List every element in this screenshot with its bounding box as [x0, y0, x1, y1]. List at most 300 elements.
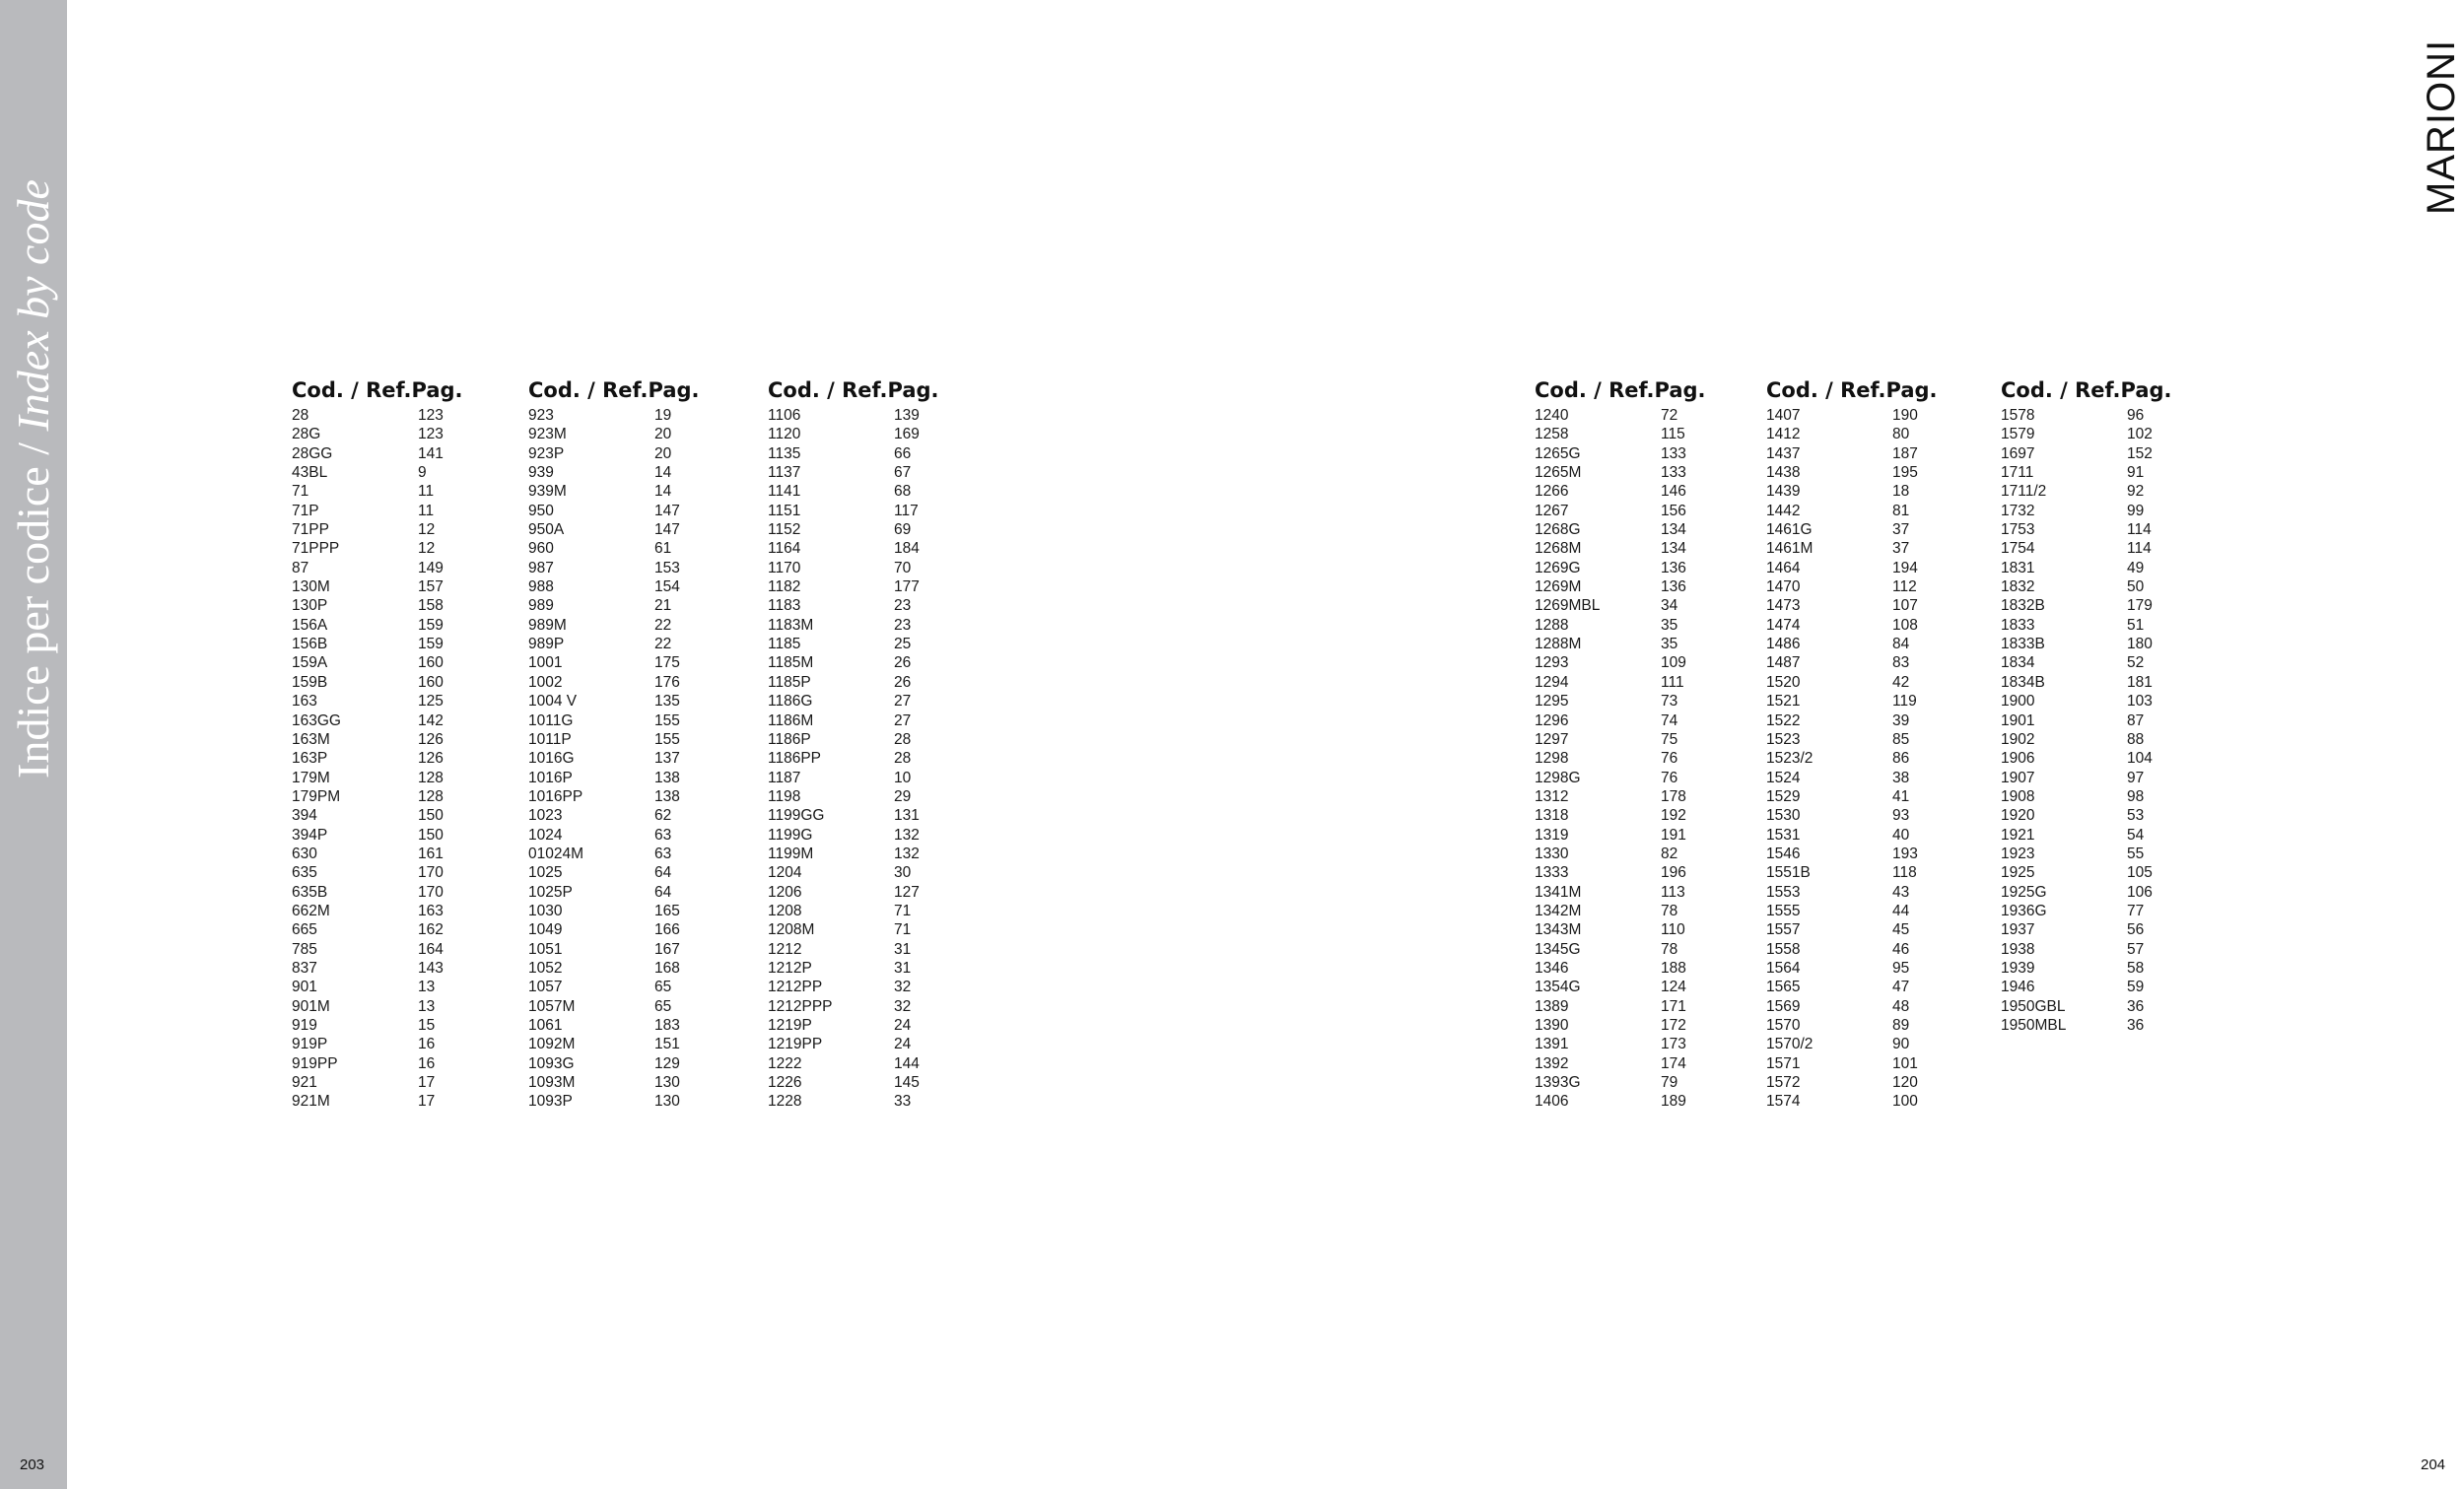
page-reference: 54	[2127, 826, 2145, 844]
index-row	[1535, 806, 1751, 825]
page-reference: 133	[1661, 464, 1686, 482]
page-reference: 83	[1892, 654, 1910, 672]
product-code: 901	[292, 979, 317, 996]
product-code: 1198	[768, 787, 801, 805]
product-code: 1908	[2001, 787, 2035, 805]
index-row	[768, 787, 985, 806]
index-row	[768, 577, 985, 596]
page-reference: 127	[894, 883, 920, 901]
page-reference: 87	[2127, 711, 2145, 729]
index-row	[2001, 978, 2218, 996]
index-row	[1766, 902, 1983, 920]
product-code: 1473	[1766, 597, 1801, 615]
page-reference: 89	[1892, 1017, 1910, 1034]
product-code: 1061	[528, 1017, 563, 1034]
product-code: 1564	[1766, 959, 1801, 977]
page-reference: 93	[1892, 807, 1910, 825]
index-row	[768, 596, 985, 615]
index-row	[2001, 863, 2218, 882]
index-row	[1766, 959, 1983, 978]
product-code: 1025	[528, 864, 563, 882]
page-reference: 150	[418, 826, 444, 844]
index-row	[292, 1092, 509, 1111]
product-code: 1406	[1535, 1093, 1569, 1111]
product-code: 1346	[1535, 959, 1569, 977]
product-code: 1546	[1766, 845, 1801, 862]
page-reference: 32	[894, 997, 912, 1015]
index-row	[1766, 883, 1983, 902]
page-reference: 110	[1661, 921, 1685, 939]
page-reference: 65	[654, 997, 672, 1015]
page-reference: 104	[2127, 750, 2153, 768]
index-row	[1766, 692, 1983, 711]
page-reference: 153	[654, 559, 680, 576]
index-row	[292, 1016, 509, 1035]
product-code: 1228	[768, 1093, 802, 1111]
index-row	[292, 978, 509, 996]
page-reference: 88	[2127, 730, 2145, 748]
page-reference: 90	[1892, 1036, 1910, 1053]
index-row	[1535, 559, 1751, 577]
index-row	[1535, 425, 1751, 443]
page-reference: 68	[894, 483, 912, 501]
index-row	[1766, 997, 1983, 1016]
page-reference: 43	[1892, 883, 1910, 901]
page-reference: 48	[1892, 997, 1910, 1015]
page-reference: 36	[2127, 997, 2145, 1015]
page-reference: 149	[418, 559, 444, 576]
page-reference: 63	[654, 826, 672, 844]
product-code: 1923	[2001, 845, 2035, 862]
product-code: 1268M	[1535, 540, 1582, 558]
index-row	[528, 482, 745, 501]
index-row	[1766, 1092, 1983, 1111]
index-row	[1766, 520, 1983, 539]
page-reference: 47	[1892, 979, 1910, 996]
product-code: 1950GBL	[2001, 997, 2066, 1015]
index-row	[1766, 978, 1983, 996]
index-row	[2001, 406, 2218, 425]
page-reference: 119	[1892, 693, 1917, 711]
index-row	[768, 769, 985, 787]
index-row	[292, 653, 509, 672]
page-reference: 188	[1661, 959, 1686, 977]
page-reference: 21	[654, 597, 672, 615]
page-reference: 123	[418, 407, 444, 424]
page-reference: 92	[2127, 483, 2145, 501]
page-reference: 113	[1661, 883, 1685, 901]
product-code: 1106	[768, 407, 801, 424]
product-code: 1294	[1535, 673, 1569, 691]
page-reference: 126	[418, 750, 444, 768]
product-code: 1530	[1766, 807, 1801, 825]
product-code: 1312	[1535, 787, 1569, 805]
brand-name: MARIONI	[2420, 38, 2463, 215]
product-code: 1093G	[528, 1054, 575, 1072]
index-row	[1535, 920, 1751, 939]
page-reference: 130	[654, 1093, 680, 1111]
product-code: 1212PPP	[768, 997, 833, 1015]
product-code: 1219P	[768, 1017, 812, 1034]
page-reference: 152	[2127, 444, 2153, 462]
page-reference: 138	[654, 769, 680, 786]
index-row	[528, 692, 745, 711]
product-code: 1831	[2001, 559, 2035, 576]
page-reference: 162	[418, 921, 444, 939]
index-row	[768, 444, 985, 463]
page-reference: 14	[654, 483, 672, 501]
index-row	[2001, 616, 2218, 635]
page-reference: 142	[418, 711, 444, 729]
page-reference: 132	[894, 826, 920, 844]
product-code: 179PM	[292, 787, 341, 805]
index-row	[528, 673, 745, 692]
index-row	[2001, 520, 2218, 539]
product-code: 1057	[528, 979, 563, 996]
index-row	[528, 730, 745, 749]
page-reference: 133	[1661, 444, 1686, 462]
index-row	[1535, 883, 1751, 902]
product-code: 1011G	[528, 711, 574, 729]
index-row	[528, 616, 745, 635]
product-code: 1442	[1766, 502, 1801, 519]
product-code: 1920	[2001, 807, 2035, 825]
index-row	[1766, 711, 1983, 730]
product-code: 1523/2	[1766, 750, 1814, 768]
index-row	[1766, 1016, 1983, 1035]
product-code: 1946	[2001, 979, 2035, 996]
page-reference: 35	[1661, 616, 1678, 634]
index-row	[1535, 730, 1751, 749]
product-code: 1343M	[1535, 921, 1582, 939]
column-header: Cod. / Ref.Pag.	[1766, 378, 1938, 402]
index-row	[1535, 502, 1751, 520]
page-reference: 107	[1892, 597, 1918, 615]
index-row	[1535, 1035, 1751, 1053]
page-reference: 157	[418, 578, 444, 596]
product-code: 163P	[292, 750, 328, 768]
index-row	[1535, 520, 1751, 539]
product-code: 1199M	[768, 845, 814, 862]
product-code: 87	[292, 559, 309, 576]
index-row	[292, 845, 509, 863]
index-row	[768, 863, 985, 882]
page-reference: 145	[894, 1074, 920, 1092]
product-code: 156B	[292, 636, 328, 653]
index-row	[1535, 1016, 1751, 1035]
index-row	[1766, 444, 1983, 463]
product-code: 1521	[1766, 693, 1801, 711]
page-reference: 123	[418, 426, 444, 443]
index-row	[528, 559, 745, 577]
page-reference: 114	[2127, 521, 2152, 539]
product-code: 1199GG	[768, 807, 825, 825]
index-row	[1766, 425, 1983, 443]
index-row	[292, 711, 509, 730]
product-code: 1024	[528, 826, 563, 844]
product-code: 159B	[292, 673, 328, 691]
product-code: 919PP	[292, 1054, 338, 1072]
column-rows	[768, 406, 985, 1112]
index-row	[292, 1035, 509, 1053]
index-row	[768, 463, 985, 482]
product-code: 1524	[1766, 769, 1801, 786]
page-reference: 41	[1892, 787, 1910, 805]
product-code: 1023	[528, 807, 563, 825]
product-code: 1265G	[1535, 444, 1581, 462]
product-code: 1529	[1766, 787, 1801, 805]
page-reference: 179	[2127, 597, 2153, 615]
index-row	[1535, 1054, 1751, 1073]
index-row	[292, 444, 509, 463]
index-row	[1766, 920, 1983, 939]
index-row	[2001, 997, 2218, 1016]
page-reference: 144	[894, 1054, 920, 1072]
index-row	[1766, 673, 1983, 692]
index-row	[528, 444, 745, 463]
index-row	[1535, 406, 1751, 425]
page-reference: 27	[894, 711, 912, 729]
product-code: 1558	[1766, 940, 1801, 958]
product-code: 1950MBL	[2001, 1017, 2067, 1034]
page-reference: 131	[894, 807, 920, 825]
page-reference: 175	[654, 654, 680, 672]
index-row	[2001, 539, 2218, 558]
page-reference: 52	[2127, 654, 2145, 672]
page-reference: 22	[654, 616, 672, 634]
page-reference: 91	[2127, 464, 2145, 482]
product-code: 163	[292, 693, 317, 711]
index-row	[292, 596, 509, 615]
page-reference: 128	[418, 769, 444, 786]
column-rows	[528, 406, 745, 1112]
page-reference: 76	[1661, 750, 1678, 768]
index-row	[1766, 635, 1983, 653]
index-row	[1766, 653, 1983, 672]
product-code: 1016P	[528, 769, 573, 786]
page-reference: 49	[2127, 559, 2145, 576]
page-reference: 155	[654, 730, 680, 748]
page-reference: 37	[1892, 540, 1910, 558]
page-reference: 74	[1661, 711, 1678, 729]
page-number-right: 204	[2421, 1456, 2446, 1473]
index-row	[292, 863, 509, 882]
product-code: 1345G	[1535, 940, 1581, 958]
page-reference: 20	[654, 444, 672, 462]
product-code: 1051	[528, 940, 563, 958]
product-code: 1389	[1535, 997, 1569, 1015]
product-code: 1531	[1766, 826, 1801, 844]
page-reference: 24	[894, 1017, 912, 1034]
index-row	[2001, 730, 2218, 749]
product-code: 1164	[768, 540, 801, 558]
page-reference: 82	[1661, 845, 1678, 862]
page-number-left: 203	[20, 1456, 45, 1473]
product-code: 163M	[292, 730, 330, 748]
index-row	[1766, 502, 1983, 520]
page-reference: 28	[894, 750, 912, 768]
product-code: 923P	[528, 444, 565, 462]
index-row	[292, 826, 509, 845]
page-reference: 137	[654, 750, 680, 768]
page-reference: 173	[1661, 1036, 1686, 1053]
page-reference: 195	[1892, 464, 1918, 482]
index-row	[1766, 1054, 1983, 1073]
product-code: 1392	[1535, 1054, 1569, 1072]
page-reference: 141	[418, 444, 444, 462]
page-reference: 134	[1661, 540, 1686, 558]
index-row	[292, 673, 509, 692]
page-reference: 22	[654, 636, 672, 653]
page-reference: 65	[654, 979, 672, 996]
page-reference: 67	[894, 464, 912, 482]
index-row	[768, 635, 985, 653]
index-row	[1766, 730, 1983, 749]
page-reference: 194	[1892, 559, 1918, 576]
page-reference: 58	[2127, 959, 2145, 977]
page-reference: 70	[894, 559, 912, 576]
index-row	[528, 653, 745, 672]
index-row	[1535, 635, 1751, 653]
product-code: 1832B	[2001, 597, 2045, 615]
product-code: 1092M	[528, 1036, 576, 1053]
product-code: 1183	[768, 597, 801, 615]
index-row	[2001, 502, 2218, 520]
index-column-1	[292, 376, 509, 1112]
index-row	[768, 749, 985, 768]
page-reference: 105	[2127, 864, 2153, 882]
index-row	[768, 406, 985, 425]
index-row	[528, 463, 745, 482]
product-code: 1208M	[768, 921, 815, 939]
page-reference: 97	[2127, 769, 2145, 786]
product-code: 1555	[1766, 902, 1801, 919]
product-code: 394	[292, 807, 317, 825]
index-row	[292, 482, 509, 501]
index-row	[292, 787, 509, 806]
page-reference: 53	[2127, 807, 2145, 825]
product-code: 1093M	[528, 1074, 576, 1092]
page-reference: 171	[1661, 997, 1686, 1015]
index-row	[528, 787, 745, 806]
product-code: 1298	[1535, 750, 1569, 768]
product-code: 1921	[2001, 826, 2035, 844]
index-row	[292, 883, 509, 902]
product-code: 1330	[1535, 845, 1569, 862]
product-code: 1732	[2001, 502, 2035, 519]
page-reference: 101	[1892, 1054, 1918, 1072]
index-row	[2001, 692, 2218, 711]
index-row	[768, 539, 985, 558]
page-reference: 23	[894, 616, 912, 634]
product-code: 1267	[1535, 502, 1569, 519]
product-code: 921	[292, 1074, 317, 1092]
product-code: 1049	[528, 921, 563, 939]
product-code: 923M	[528, 426, 567, 443]
page-reference: 103	[2127, 693, 2153, 711]
page-reference: 155	[654, 711, 680, 729]
product-code: 1185M	[768, 654, 814, 672]
page-reference: 95	[1892, 959, 1910, 977]
product-code: 1295	[1535, 693, 1569, 711]
product-code: 1204	[768, 864, 802, 882]
page-reference: 17	[418, 1093, 436, 1111]
index-row	[2001, 959, 2218, 978]
product-code: 1486	[1766, 636, 1801, 653]
product-code: 1297	[1535, 730, 1569, 748]
product-code: 1186G	[768, 693, 813, 711]
column-header: Cod. / Ref.Pag.	[2001, 378, 2172, 402]
column-rows	[2001, 406, 2218, 1035]
index-row	[768, 1054, 985, 1073]
index-row	[768, 1016, 985, 1035]
product-code: 1578	[2001, 407, 2035, 424]
index-row	[2001, 845, 2218, 863]
index-row	[1535, 902, 1751, 920]
index-row	[292, 577, 509, 596]
product-code: 1565	[1766, 979, 1801, 996]
page-reference: 139	[894, 407, 920, 424]
product-code: 1711/2	[2001, 483, 2047, 501]
product-code: 923	[528, 407, 554, 424]
page-reference: 63	[654, 845, 672, 862]
product-code: 1269MBL	[1535, 597, 1601, 615]
product-code: 1226	[768, 1074, 802, 1092]
page-reference: 169	[894, 426, 920, 443]
index-row	[768, 673, 985, 692]
page-reference: 20	[654, 426, 672, 443]
page-reference: 128	[418, 787, 444, 805]
index-row	[528, 635, 745, 653]
product-code: 1697	[2001, 444, 2035, 462]
product-code: 989P	[528, 636, 565, 653]
index-row	[1535, 863, 1751, 882]
index-column-2	[528, 376, 745, 1112]
index-row	[292, 806, 509, 825]
product-code: 1001	[528, 654, 563, 672]
page-reference: 134	[1661, 521, 1686, 539]
index-row	[2001, 749, 2218, 768]
page-reference: 102	[2127, 426, 2153, 443]
page-reference: 158	[418, 597, 444, 615]
column-rows	[1766, 406, 1983, 1112]
product-code: 1266	[1535, 483, 1569, 501]
index-row	[1535, 749, 1751, 768]
product-code: 1570	[1766, 1017, 1801, 1034]
page-reference: 14	[654, 464, 672, 482]
index-row	[292, 502, 509, 520]
sidebar-title-italian: Indice per codice /	[8, 431, 58, 778]
index-row	[528, 749, 745, 768]
product-code: 1901	[2001, 711, 2035, 729]
product-code: 665	[292, 921, 317, 939]
page-reference: 118	[1892, 864, 1917, 882]
product-code: 1212PP	[768, 979, 823, 996]
page-reference: 37	[1892, 521, 1910, 539]
page-reference: 112	[1892, 578, 1917, 596]
product-code: 1093P	[528, 1093, 573, 1111]
product-code: 1438	[1766, 464, 1801, 482]
index-row	[2001, 577, 2218, 596]
page-reference: 166	[654, 921, 680, 939]
product-code: 1206	[768, 883, 802, 901]
index-row	[528, 406, 745, 425]
sidebar	[0, 0, 67, 1489]
index-row	[1766, 596, 1983, 615]
index-row	[292, 425, 509, 443]
index-row	[528, 769, 745, 787]
index-row	[768, 482, 985, 501]
